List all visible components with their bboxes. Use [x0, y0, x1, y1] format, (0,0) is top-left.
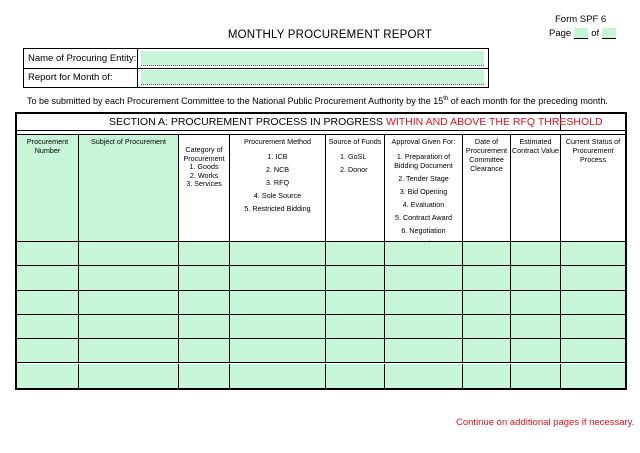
form-id: Form SPF 6	[555, 14, 607, 25]
column-header	[326, 135, 385, 242]
table-cell[interactable]	[385, 242, 463, 266]
table-cell[interactable]	[17, 266, 79, 290]
section-title-empty-cell	[561, 114, 625, 131]
column-option: 2. NCB	[265, 165, 290, 174]
table-cell[interactable]	[326, 339, 385, 363]
column-option: 1. GoSL	[340, 152, 367, 161]
table-cell[interactable]	[17, 291, 79, 315]
table-cell[interactable]	[561, 339, 625, 363]
page-title: MONTHLY PROCUREMENT REPORT	[227, 29, 433, 41]
column-header-title: Procurement Number	[26, 137, 69, 155]
entity-name-field[interactable]	[141, 51, 484, 66]
column-header-title: Procurement Method	[243, 137, 312, 146]
table-cell[interactable]	[17, 315, 79, 339]
month-row	[24, 68, 488, 87]
column-header-title: Subject of Procurement	[90, 137, 167, 146]
table-cell[interactable]	[179, 364, 230, 388]
table-cell[interactable]	[326, 291, 385, 315]
table-cell[interactable]	[230, 315, 326, 339]
column-option: 3. Services	[186, 179, 222, 188]
table-cell[interactable]	[79, 242, 179, 266]
table-cell[interactable]	[79, 266, 179, 290]
table-cell[interactable]	[463, 242, 511, 266]
column-header	[463, 135, 511, 242]
column-option: 3. RFQ	[265, 178, 290, 187]
column-option: 5. Contract Award	[395, 213, 452, 222]
table-cell[interactable]	[230, 242, 326, 266]
table-cell[interactable]	[385, 364, 463, 388]
table-cell[interactable]	[79, 291, 179, 315]
table-cell[interactable]	[230, 266, 326, 290]
column-header-title: Current Status of Procurement Process	[565, 137, 621, 164]
submission-instruction: To be submitted by each Procurement Committee to the National Public Procurement Authority by the 15th of each month for the preceding month.	[27, 96, 608, 106]
table-cell[interactable]	[463, 291, 511, 315]
table-cell[interactable]	[179, 315, 230, 339]
column-header-title: Date of Procurement Committee Clearance	[465, 137, 508, 173]
column-header	[17, 135, 79, 242]
column-option: 2. Donor	[340, 165, 368, 174]
column-option: 1. Preparation of Bidding Document	[394, 152, 453, 170]
table-cell[interactable]	[385, 339, 463, 363]
table-cell[interactable]	[230, 364, 326, 388]
table-cell[interactable]	[230, 339, 326, 363]
table-cell[interactable]	[511, 315, 561, 339]
table-cell[interactable]	[511, 242, 561, 266]
table-cell[interactable]	[463, 364, 511, 388]
column-header	[179, 135, 230, 242]
column-header	[79, 135, 179, 242]
section-title: SECTION A: PROCUREMENT PROCESS IN PROGRESS WITHIN AND ABOVE THE RFQ THRESHOLD	[109, 116, 603, 128]
column-header	[511, 135, 561, 242]
table-cell[interactable]	[326, 364, 385, 388]
column-option: 2. Tender Stage	[398, 174, 449, 183]
table-cell[interactable]	[511, 364, 561, 388]
column-option: 1. ICB	[267, 152, 288, 161]
column-option: 4. Sole Source	[253, 191, 302, 200]
procurement-table	[15, 112, 627, 390]
table-cell[interactable]	[561, 315, 625, 339]
table-cell[interactable]	[561, 291, 625, 315]
table-cell[interactable]	[385, 291, 463, 315]
section-title-bar	[17, 114, 603, 131]
month-label: Report for Month of:	[24, 68, 138, 87]
column-header-title: Approval Given For:	[391, 137, 456, 146]
entity-label: Name of Procuring Entity:	[24, 49, 138, 68]
entity-row	[24, 49, 488, 69]
table-cell[interactable]	[385, 266, 463, 290]
column-option: 5. Restricted Bidding	[244, 204, 311, 213]
column-header	[561, 135, 625, 242]
column-header	[385, 135, 463, 242]
page-label: Page	[549, 28, 572, 39]
column-option: 3. Bid Opening	[399, 187, 448, 196]
table-cell[interactable]	[463, 315, 511, 339]
table-cell[interactable]	[326, 242, 385, 266]
table-cell[interactable]	[511, 266, 561, 290]
column-header-title: Source of Funds	[328, 137, 382, 146]
table-cell[interactable]	[561, 266, 625, 290]
table-cell[interactable]	[230, 291, 326, 315]
table-cell[interactable]	[561, 364, 625, 388]
table-cell[interactable]	[561, 242, 625, 266]
table-cell[interactable]	[79, 339, 179, 363]
report-month-field[interactable]	[141, 70, 484, 85]
entity-info-box	[23, 48, 489, 88]
table-cell[interactable]	[179, 339, 230, 363]
column-option: 4. Evaluation	[402, 200, 445, 209]
table-cell[interactable]	[326, 266, 385, 290]
column-option: 2. Works	[189, 170, 219, 180]
column-header-title: Estimated Contract Value	[511, 137, 559, 155]
table-cell[interactable]	[511, 339, 561, 363]
table-cell[interactable]	[463, 339, 511, 363]
table-cell[interactable]	[17, 339, 79, 363]
table-cell[interactable]	[385, 315, 463, 339]
table-cell[interactable]	[179, 291, 230, 315]
table-cell[interactable]	[179, 266, 230, 290]
column-option: 1. Goods	[189, 162, 219, 171]
table-cell[interactable]	[17, 364, 79, 388]
table-cell[interactable]	[79, 315, 179, 339]
column-header-title: Category of Procurement	[183, 145, 225, 163]
continue-note: Continue on additional pages if necessary.	[456, 417, 635, 428]
of-label: of	[591, 28, 600, 39]
table-cell[interactable]	[326, 315, 385, 339]
column-option: 6. Negotiation	[401, 226, 446, 235]
column-header	[230, 135, 326, 242]
table-cell[interactable]	[511, 291, 561, 315]
table-cell[interactable]	[463, 266, 511, 290]
table-cell[interactable]	[179, 242, 230, 266]
table-cell[interactable]	[79, 364, 179, 388]
table-cell[interactable]	[17, 242, 79, 266]
